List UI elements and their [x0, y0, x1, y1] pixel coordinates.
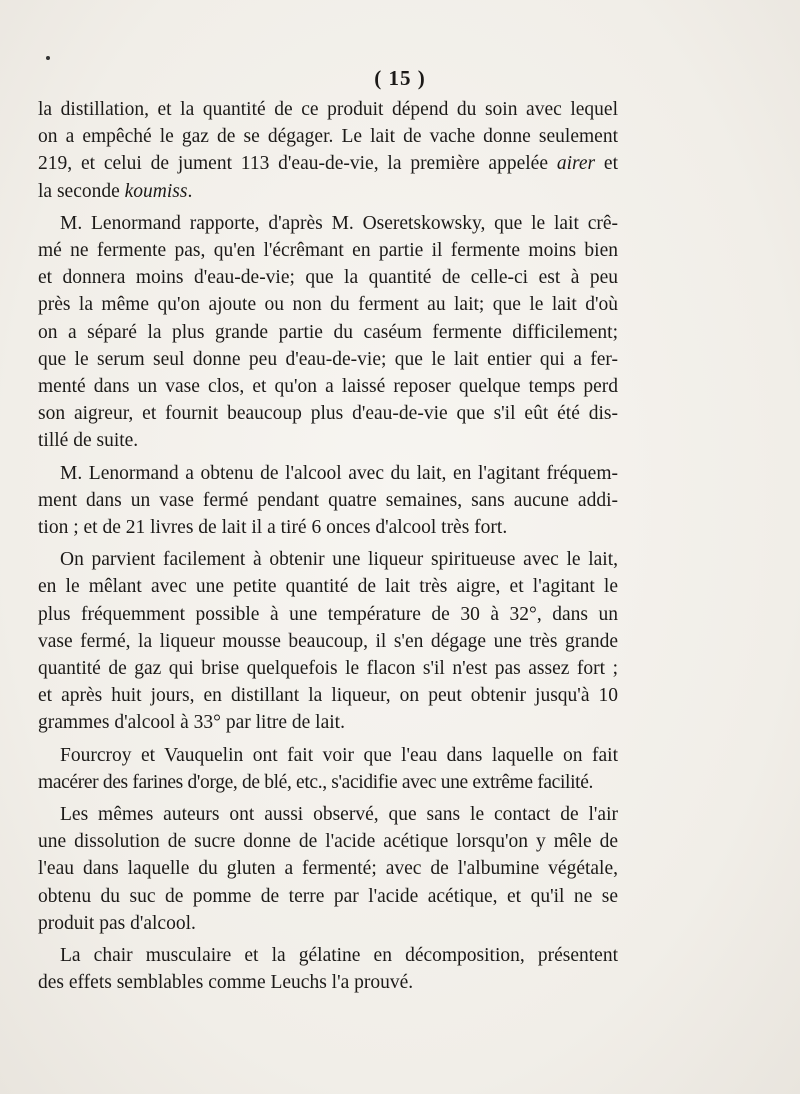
italic-word-koumiss: koumiss — [124, 180, 188, 202]
text-line: ment dans un vase fermé pendant quatre semaines, sans aucune addi- — [38, 489, 618, 511]
text-line: près la même qu'on ajoute ou non du ferment au lait; que le lait d'où — [38, 294, 618, 316]
paragraph-4 — [38, 546, 618, 736]
text-line: 219, et celui de jument 113 d'eau-de-vie, la première appelée airer et — [38, 153, 618, 175]
text-fragment: . — [187, 180, 193, 202]
text-line: produit pas d'alcool. — [38, 912, 196, 934]
paragraph-5 — [38, 742, 618, 796]
paragraph-1 — [38, 96, 618, 205]
text-line: des effets semblables comme Leuchs l'a prouvé. — [38, 972, 414, 994]
text-line: tillé de suite. — [38, 430, 139, 452]
text-line: vase fermé, la liqueur mousse beaucoup, il s'en dégage une très grande — [38, 630, 618, 652]
text-fragment: la seconde — [38, 180, 125, 202]
body-text — [38, 96, 618, 997]
text-line: on a séparé la plus grande partie du caséum fermente difficilement; — [38, 321, 618, 343]
text-line: On parvient facilement à obtenir une liqueur spiritueuse avec le lait, — [60, 549, 618, 571]
ink-speck — [46, 56, 50, 60]
text-line: La chair musculaire et la gélatine en décomposition, présentent — [60, 945, 618, 967]
text-line: l'eau dans laquelle du gluten a fermenté; avec de l'albumine végétale, — [38, 858, 618, 880]
text-line: une dissolution de sucre donne de l'acide acétique lorsqu'on y mêle de — [38, 831, 618, 853]
page-number: ( 15 ) — [374, 66, 426, 90]
text-line: et après huit jours, en distillant la liqueur, on peut obtenir jusqu'à 10 — [38, 685, 618, 707]
text-line: la distillation, et la quantité de ce produit dépend du soin avec lequel — [38, 99, 618, 120]
text-line: que le serum seul donne peu d'eau-de-vie; que le lait entier qui a fer- — [38, 348, 618, 370]
text-line — [38, 178, 618, 205]
paragraph-6 — [38, 801, 618, 937]
text-line: quantité de gaz qui brise quelquefois le flacon s'il n'est pas assez fort ; — [38, 658, 618, 680]
text-line: tion ; et de 21 livres de lait il a tiré 6 onces d'alcool très fort. — [38, 517, 508, 539]
text-line: macérer des farines d'orge, de blé, etc., s'acidifie avec une extrême facilité. — [38, 771, 594, 793]
text-line: plus fréquemment possible à une température de 30 à 32°, dans un — [38, 603, 618, 625]
text-line: M. Lenormand a obtenu de l'alcool avec du lait, en l'agitant fréquem- — [60, 462, 618, 484]
text-line: grammes d'alcool à 33° par litre de lait. — [38, 712, 345, 734]
text-line: et donnera moins d'eau-de-vie; que la quantité de celle-ci est à peu — [38, 267, 618, 289]
italic-word-airer: airer — [556, 153, 596, 175]
text-line: on a empêché le gaz de se dégager. Le lait de vache donne seulement — [38, 126, 618, 148]
text-line: son aigreur, et fournit beaucoup plus d'eau-de-vie que s'il eût été dis- — [38, 403, 618, 425]
text-line: obtenu du suc de pomme de terre par l'acide acétique, et qu'il ne se — [38, 885, 618, 907]
text-line: menté dans un vase clos, et qu'on a laissé reposer quelque temps perd — [38, 376, 618, 398]
text-line: Fourcroy et Vauquelin ont fait voir que l'eau dans laquelle on fait — [60, 744, 618, 766]
text-line: en le mêlant avec une petite quantité de lait très aigre, et l'agitant le — [38, 576, 618, 598]
text-line: mé ne fermente pas, qu'en l'écrêmant en partie il fermente moins bien — [38, 240, 618, 262]
text-line: M. Lenormand rapporte, d'après M. Oseretskowsky, que le lait crê- — [60, 212, 618, 234]
paragraph-7 — [38, 942, 618, 996]
paragraph-3 — [38, 460, 618, 542]
text-line: Les mêmes auteurs ont aussi observé, que sans le contact de l'air — [60, 804, 618, 826]
paragraph-2 — [38, 210, 618, 455]
